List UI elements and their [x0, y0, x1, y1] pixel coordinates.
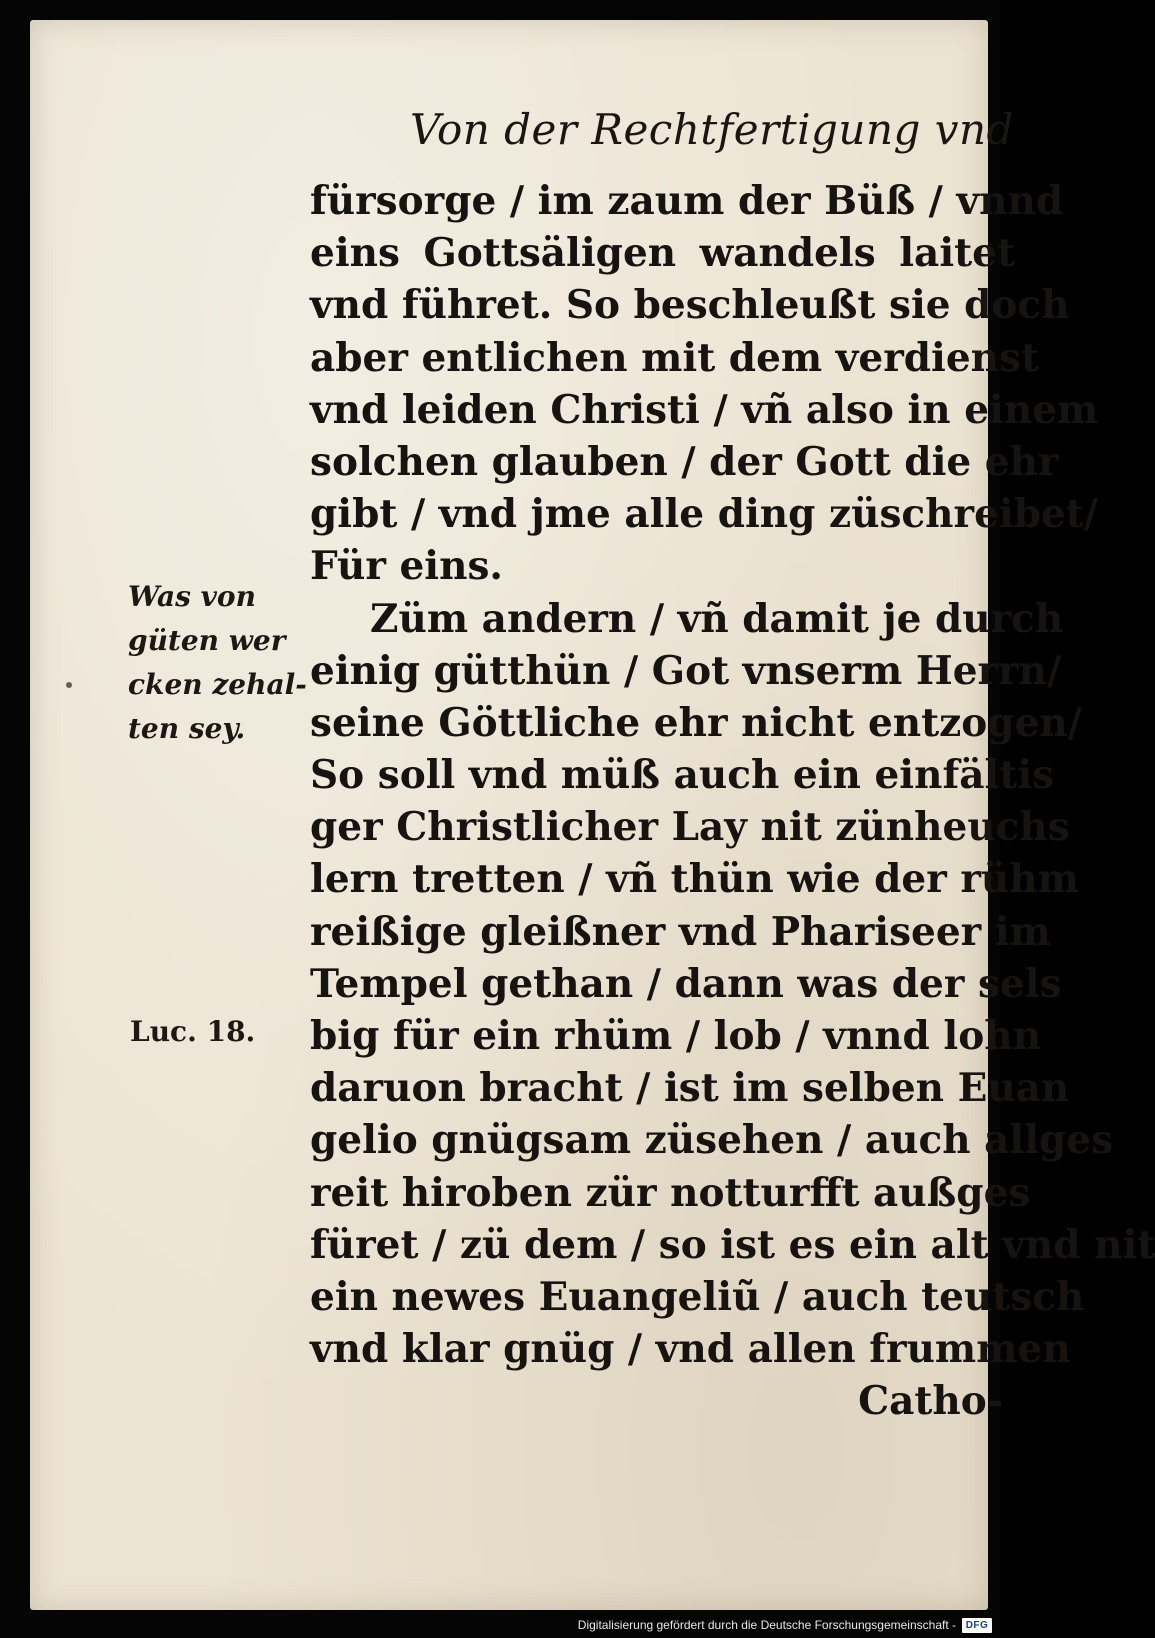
- catchword: Catho-: [858, 1378, 1003, 1425]
- book-page: [30, 20, 1155, 1610]
- margin-note-line: Was von: [128, 580, 256, 613]
- text-line: aber entlichen mit dem verdienst: [310, 334, 1039, 381]
- text-line: daruon bracht / ist im selben Euan: [310, 1065, 1070, 1112]
- text-line: einig gütthün / Got vnserm Herrn/: [310, 647, 1062, 694]
- text-line: gibt / vnd jme alle ding züschreibet/: [310, 491, 1099, 538]
- text-line: füret / zü dem / so ist es ein alt vnd nit: [310, 1221, 1155, 1268]
- text-line: vnd führet. So beschleußt sie doch: [310, 282, 1070, 329]
- margin-note-line: cken zehal-: [128, 668, 307, 701]
- margin-note: [128, 575, 308, 751]
- text-line: Züm andern / vñ damit je durch: [370, 595, 1064, 642]
- text-line: ein newes Euangeliũ / auch teutsch: [310, 1273, 1085, 1320]
- text-line: So soll vnd müß auch ein einfältis: [310, 752, 1055, 799]
- text-line: eins Gottsäligen wandels laitet: [310, 230, 1015, 277]
- running-head: Von der Rechtfertigung vnd: [410, 105, 1014, 154]
- margin-reference: Luc. 18.: [130, 1015, 256, 1048]
- text-line: seine Göttliche ehr nicht entzogen/: [310, 699, 1082, 746]
- text-line: Tempel gethan / dann was der sels: [310, 960, 1062, 1007]
- dfg-logo-text: DFG: [965, 1620, 989, 1631]
- margin-note-line: ten sey.: [128, 712, 246, 745]
- text-line: Für eins.: [310, 543, 504, 590]
- text-line: lern tretten / vñ thün wie der rühm: [310, 856, 1079, 903]
- text-line: big für ein rhüm / lob / vnnd lohn: [310, 1013, 1041, 1059]
- text-line: vnd klar gnüg / vnd allen frummen: [310, 1326, 1071, 1373]
- text-line: gelio gnügsam züsehen / auch allges: [310, 1117, 1114, 1164]
- body-text: [310, 175, 1155, 1428]
- ink-dot: [66, 682, 72, 688]
- text-line: solchen glauben / der Gott die ehr: [310, 438, 1059, 485]
- margin-note-line: güten wer: [128, 624, 286, 657]
- text-line: vnd leiden Christi / vñ also in einem: [310, 386, 1099, 433]
- footer-bar: [0, 1610, 1000, 1638]
- text-line: ger Christlicher Lay nit zünheuchs: [310, 804, 1070, 851]
- text-line: reit hiroben zür notturfft außges: [310, 1169, 1031, 1216]
- dfg-logo-icon: [962, 1618, 992, 1633]
- text-line: fürsorge / im zaum der Büß / vnnd: [310, 178, 1064, 224]
- text-line: reißige gleißner vnd Phariseer im: [310, 908, 1051, 955]
- footer-credit: Digitalisierung gefördert durch die Deutsche Forschungsgemeinschaft -: [577, 1618, 956, 1632]
